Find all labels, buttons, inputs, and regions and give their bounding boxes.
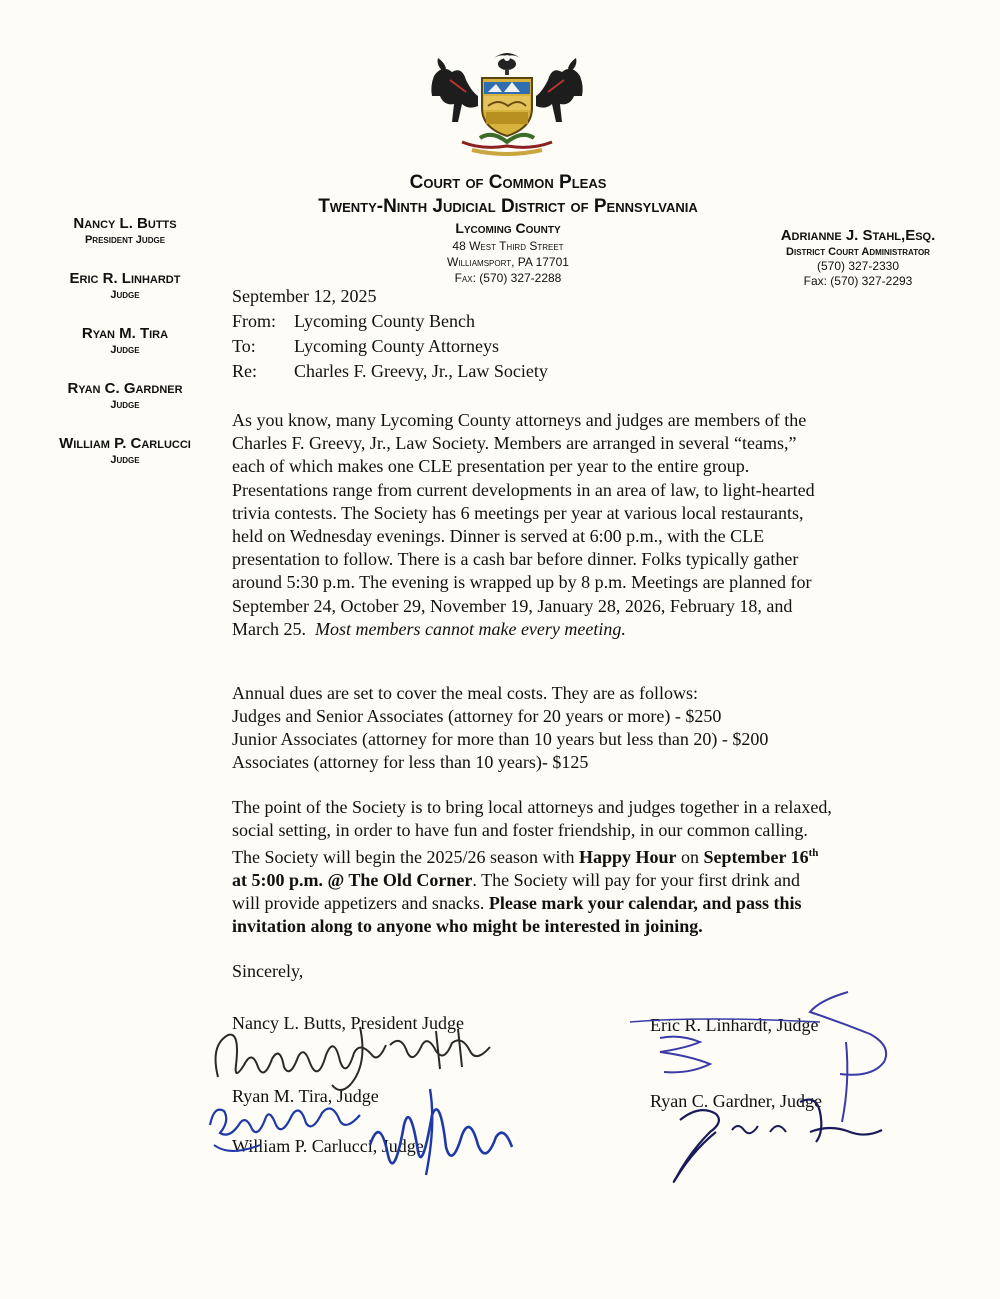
district-name: Twenty-Ninth Judicial District of Pennsylvania [318, 196, 698, 217]
county-name: Lycoming County [455, 220, 561, 236]
paragraph-text: . The Society will pay for your first drink and [472, 870, 801, 890]
dues-item: Associates (attorney for less than 10 years)- $125 [232, 752, 589, 772]
paragraph-society-description [232, 409, 892, 641]
paragraph-line-last [232, 618, 892, 641]
signature-name-linhardt: Eric R. Linhardt, Judge [650, 1015, 819, 1035]
dues-item: Junior Associates (attorney for more than 10 years but less than 20) - $200 [232, 729, 769, 749]
paragraph-line: around 5:30 p.m. The evening is wrapped up by 8 p.m. Meetings are planned for [232, 572, 812, 593]
paragraph-line: Charles F. Greevy, Jr., Law Society. Members are arranged in several “teams,” [232, 433, 797, 454]
paragraph-line [232, 842, 892, 869]
administrator-name: Adrianne J. Stahl,Esq. [780, 227, 936, 244]
paragraph-line: As you know, many Lycoming County attorneys and judges are members of the [232, 410, 807, 430]
judge-entry [20, 434, 230, 467]
court-address-street: 48 West Third Street [452, 239, 564, 253]
administrator-phone: (570) 327-2330 [816, 259, 900, 273]
administrator-title: District Court Administrator [786, 246, 930, 258]
judge-name: Eric R. Linhardt [69, 270, 181, 287]
signature-name-butts: Nancy L. Butts, President Judge [232, 1013, 464, 1033]
judge-title: Judge [110, 454, 140, 466]
memo-from-label: From: [232, 311, 277, 331]
memo-to-label: To: [232, 336, 256, 356]
paragraph-line: held on Wednesday evenings. Dinner is served at 6:00 p.m., with the CLE [232, 526, 765, 547]
paragraph-line [232, 892, 892, 915]
memo-from-row [232, 309, 548, 334]
court-address-city: Williamsport, PA 17701 [447, 255, 569, 269]
handwritten-signatures-left [200, 1005, 520, 1195]
paragraph-line: September 24, October 29, November 19, January 28, 2026, February 18, and [232, 595, 793, 616]
paragraph-text: will provide appetizers and snacks. [232, 893, 489, 913]
signature-name-carlucci: William P. Carlucci, Judge [232, 1136, 424, 1156]
judge-title: Judge [110, 399, 140, 411]
dues-intro: Annual dues are set to cover the meal costs. They are as follows: [232, 683, 699, 703]
memo-re-label: Re: [232, 361, 257, 381]
court-administrator [748, 226, 968, 289]
dues-item: Judges and Senior Associates (attorney for 20 years or more) - $250 [232, 706, 722, 726]
judge-entry [20, 269, 230, 302]
paragraph-line: Presentations range from current developments in an area of law, to light-hearted [232, 479, 815, 500]
happy-hour-text: Happy Hour [578, 847, 677, 867]
judge-name: Ryan M. Tira [81, 325, 169, 342]
event-time-location: at 5:00 p.m. @ The Old Corner [232, 870, 473, 890]
paragraph-season-invitation [232, 796, 892, 938]
memo-from-value: Lycoming County Bench [294, 311, 475, 331]
judge-entry [20, 379, 230, 412]
court-name: Court of Common Pleas [409, 172, 607, 193]
call-to-action: invitation along to anyone who might be interested in joining. [232, 916, 703, 936]
event-date-text: September 16th [703, 847, 819, 867]
judge-entry [20, 214, 230, 247]
italic-note: Most members cannot make every meeting. [314, 618, 626, 639]
judge-entry [20, 324, 230, 357]
judge-name: Ryan C. Gardner [67, 380, 183, 397]
administrator-fax: Fax: (570) 327-2293 [803, 274, 913, 288]
judge-name: Nancy L. Butts [73, 215, 177, 232]
paragraph-text: The Society will begin the 2025/26 season with [232, 847, 579, 867]
memo-re-row [232, 359, 548, 384]
signature-name-gardner: Ryan C. Gardner, Judge [650, 1091, 823, 1111]
closing: Sincerely, [232, 961, 304, 981]
paragraph-line: trivia contests. The Society has 6 meetings per year at various local restaurants, [232, 502, 804, 523]
court-fax: Fax: (570) 327-2288 [454, 271, 562, 285]
memo-re-value: Charles F. Greevy, Jr., Law Society [294, 361, 548, 381]
handwritten-signatures-right [620, 982, 900, 1194]
judge-name: William P. Carlucci [59, 435, 191, 452]
memo-to-value: Lycoming County Attorneys [294, 336, 499, 356]
memo-header [232, 284, 548, 384]
memo-date: September 12, 2025 [232, 286, 377, 306]
judges-list [20, 214, 230, 489]
dues-section [232, 682, 892, 774]
judge-title: Judge [110, 344, 140, 356]
paragraph-line: The point of the Society is to bring local attorneys and judges together in a relaxed, [232, 797, 832, 817]
judge-title: President Judge [84, 234, 166, 246]
paragraph-line: presentation to follow. There is a cash bar before dinner. Folks typically gather [232, 549, 799, 570]
signature-name-tira: Ryan M. Tira, Judge [232, 1086, 379, 1106]
paragraph-line: social setting, in order to have fun and foster friendship, in our common calling. [232, 820, 808, 840]
paragraph-text: March 25. [232, 618, 306, 639]
call-to-action: Please mark your calendar, and pass this [488, 893, 802, 913]
paragraph-line: each of which makes one CLE presentation per year to the entire group. [232, 456, 750, 477]
pennsylvania-coat-of-arms-icon [422, 46, 592, 162]
paragraph-text: on [676, 847, 704, 867]
paragraph-line [232, 869, 892, 892]
memo-to-row [232, 334, 548, 359]
judge-title: Judge [110, 289, 140, 301]
paragraph-line [232, 915, 892, 938]
